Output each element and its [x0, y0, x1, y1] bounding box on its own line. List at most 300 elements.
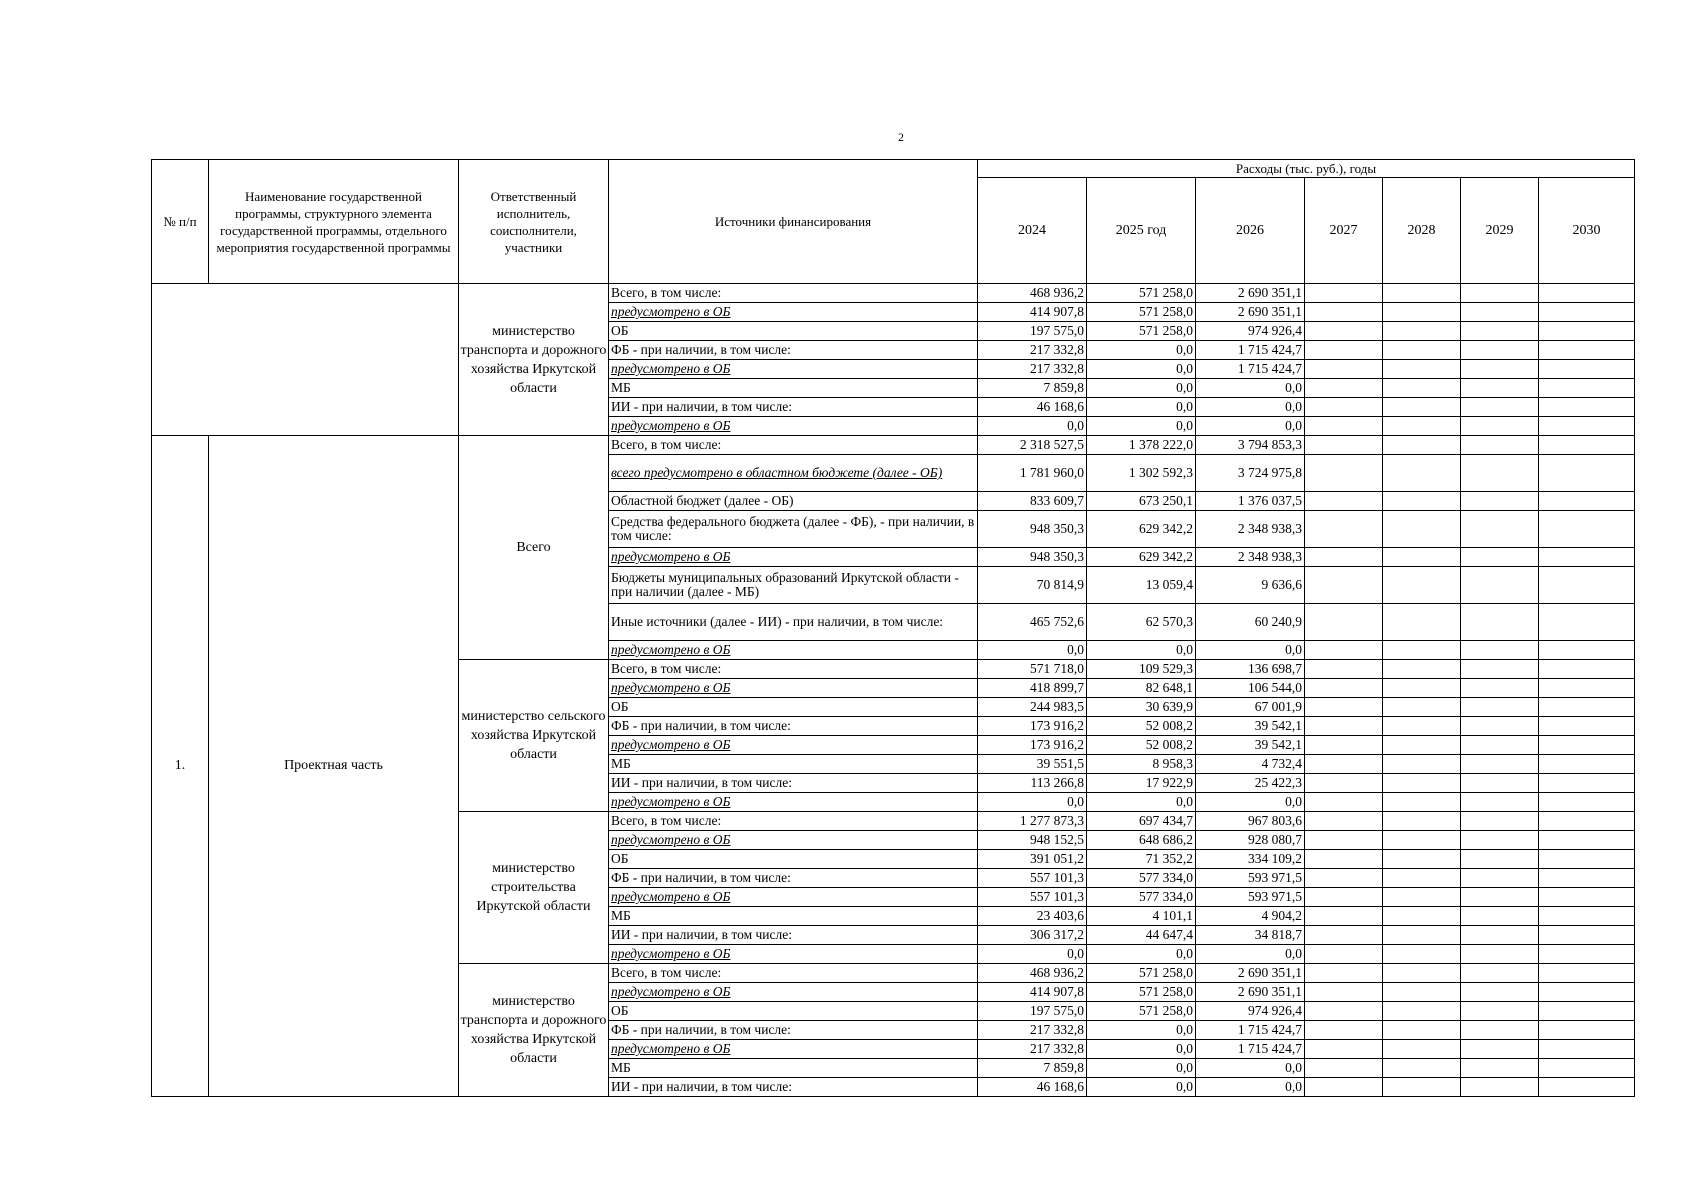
source-label: предусмотрено в ОБ: [609, 736, 978, 755]
amount-cell: [1461, 926, 1539, 945]
source-label: МБ: [609, 755, 978, 774]
amount-cell: [1305, 831, 1383, 850]
amount-cell: [1383, 341, 1461, 360]
amount-cell: 577 334,0: [1087, 888, 1196, 907]
source-label: ИИ - при наличии, в том числе:: [609, 774, 978, 793]
source-label: Всего, в том числе:: [609, 964, 978, 983]
amount-cell: 593 971,5: [1196, 869, 1305, 888]
amount-cell: [1383, 1040, 1461, 1059]
amount-cell: [1461, 1059, 1539, 1078]
amount-cell: 113 266,8: [978, 774, 1087, 793]
amount-cell: [1305, 1040, 1383, 1059]
amount-cell: [1305, 341, 1383, 360]
source-label: предусмотрено в ОБ: [609, 417, 978, 436]
amount-cell: 0,0: [1196, 641, 1305, 660]
amount-cell: 0,0: [978, 945, 1087, 964]
amount-cell: 577 334,0: [1087, 869, 1196, 888]
amount-cell: 217 332,8: [978, 1021, 1087, 1040]
amount-cell: [1461, 983, 1539, 1002]
amount-cell: [1461, 679, 1539, 698]
amount-cell: [1383, 888, 1461, 907]
source-label: предусмотрено в ОБ: [609, 360, 978, 379]
amount-cell: 2 348 938,3: [1196, 511, 1305, 548]
amount-cell: 34 818,7: [1196, 926, 1305, 945]
amount-cell: 0,0: [1196, 1078, 1305, 1097]
amount-cell: [1461, 850, 1539, 869]
amount-cell: 0,0: [1087, 793, 1196, 812]
amount-cell: 697 434,7: [1087, 812, 1196, 831]
amount-cell: [1461, 736, 1539, 755]
amount-cell: [1461, 755, 1539, 774]
amount-cell: 4 904,2: [1196, 907, 1305, 926]
amount-cell: [1383, 436, 1461, 455]
amount-cell: [1539, 869, 1635, 888]
amount-cell: 70 814,9: [978, 567, 1087, 604]
amount-cell: 414 907,8: [978, 303, 1087, 322]
amount-cell: 571 718,0: [978, 660, 1087, 679]
amount-cell: [1383, 379, 1461, 398]
amount-cell: [1539, 567, 1635, 604]
amount-cell: 4 732,4: [1196, 755, 1305, 774]
amount-cell: [1305, 755, 1383, 774]
amount-cell: [1461, 698, 1539, 717]
amount-cell: [1539, 492, 1635, 511]
amount-cell: [1539, 755, 1635, 774]
amount-cell: 46 168,6: [978, 1078, 1087, 1097]
amount-cell: [1383, 869, 1461, 888]
amount-cell: [1539, 831, 1635, 850]
amount-cell: [1461, 869, 1539, 888]
executor-cell: министерство транспорта и дорожного хозяйства Иркутской области: [459, 964, 609, 1097]
amount-cell: [1383, 831, 1461, 850]
amount-cell: [1539, 341, 1635, 360]
amount-cell: 571 258,0: [1087, 303, 1196, 322]
source-label: предусмотрено в ОБ: [609, 945, 978, 964]
amount-cell: 0,0: [1087, 1059, 1196, 1078]
amount-cell: 1 302 592,3: [1087, 455, 1196, 492]
amount-cell: [1383, 604, 1461, 641]
amount-cell: 967 803,6: [1196, 812, 1305, 831]
amount-cell: 0,0: [978, 793, 1087, 812]
amount-cell: [1305, 945, 1383, 964]
executor-cell: министерство сельского хозяйства Иркутской области: [459, 660, 609, 812]
budget-table: [151, 159, 1635, 1097]
amount-cell: 1 277 873,3: [978, 812, 1087, 831]
amount-cell: [1461, 567, 1539, 604]
amount-cell: [1305, 926, 1383, 945]
amount-cell: [1383, 417, 1461, 436]
amount-cell: [1305, 660, 1383, 679]
amount-cell: [1383, 755, 1461, 774]
empty-cell: [152, 284, 459, 436]
amount-cell: 0,0: [1087, 360, 1196, 379]
amount-cell: [1305, 983, 1383, 1002]
amount-cell: [1461, 774, 1539, 793]
amount-cell: 1 715 424,7: [1196, 341, 1305, 360]
amount-cell: 0,0: [1087, 398, 1196, 417]
amount-cell: 414 907,8: [978, 983, 1087, 1002]
source-label: Областной бюджет (далее - ОБ): [609, 492, 978, 511]
amount-cell: [1383, 698, 1461, 717]
section-name: Проектная часть: [209, 436, 459, 1097]
amount-cell: 197 575,0: [978, 322, 1087, 341]
amount-cell: [1383, 793, 1461, 812]
amount-cell: [1539, 1021, 1635, 1040]
source-label: предусмотрено в ОБ: [609, 888, 978, 907]
amount-cell: [1461, 492, 1539, 511]
amount-cell: 2 690 351,1: [1196, 964, 1305, 983]
amount-cell: 1 781 960,0: [978, 455, 1087, 492]
amount-cell: [1383, 284, 1461, 303]
amount-cell: [1461, 436, 1539, 455]
source-label: ФБ - при наличии, в том числе:: [609, 717, 978, 736]
amount-cell: [1539, 1002, 1635, 1021]
amount-cell: [1305, 774, 1383, 793]
amount-cell: 0,0: [978, 417, 1087, 436]
amount-cell: [1305, 679, 1383, 698]
amount-cell: 1 715 424,7: [1196, 1040, 1305, 1059]
header-expenses: Расходы (тыс. руб.), годы: [978, 160, 1635, 178]
amount-cell: [1539, 436, 1635, 455]
source-label: предусмотрено в ОБ: [609, 831, 978, 850]
header-year: 2028: [1383, 178, 1461, 284]
amount-cell: 7 859,8: [978, 1059, 1087, 1078]
source-label: ОБ: [609, 322, 978, 341]
amount-cell: [1461, 717, 1539, 736]
amount-cell: 62 570,3: [1087, 604, 1196, 641]
amount-cell: 468 936,2: [978, 284, 1087, 303]
table-body: [152, 284, 1635, 1097]
amount-cell: [1305, 492, 1383, 511]
amount-cell: [1539, 793, 1635, 812]
amount-cell: [1539, 812, 1635, 831]
amount-cell: 0,0: [1087, 379, 1196, 398]
amount-cell: [1539, 774, 1635, 793]
source-label: МБ: [609, 907, 978, 926]
amount-cell: 571 258,0: [1087, 284, 1196, 303]
source-label: ОБ: [609, 1002, 978, 1021]
amount-cell: [1383, 398, 1461, 417]
amount-cell: [1305, 303, 1383, 322]
amount-cell: 557 101,3: [978, 888, 1087, 907]
amount-cell: [1305, 417, 1383, 436]
amount-cell: [1383, 660, 1461, 679]
amount-cell: [1539, 1078, 1635, 1097]
header-executor: Ответственный исполнитель, соисполнители, участники: [459, 160, 609, 284]
amount-cell: 2 690 351,1: [1196, 303, 1305, 322]
source-label: предусмотрено в ОБ: [609, 679, 978, 698]
source-label: предусмотрено в ОБ: [609, 793, 978, 812]
amount-cell: [1305, 869, 1383, 888]
amount-cell: [1461, 548, 1539, 567]
amount-cell: [1539, 604, 1635, 641]
amount-cell: 1 378 222,0: [1087, 436, 1196, 455]
amount-cell: 7 859,8: [978, 379, 1087, 398]
amount-cell: 571 258,0: [1087, 964, 1196, 983]
amount-cell: [1539, 284, 1635, 303]
amount-cell: [1383, 492, 1461, 511]
amount-cell: [1305, 850, 1383, 869]
amount-cell: 17 922,9: [1087, 774, 1196, 793]
amount-cell: 0,0: [1196, 417, 1305, 436]
source-label: Средства федерального бюджета (далее - ФБ), - при наличии, в том числе:: [609, 511, 978, 548]
amount-cell: [1305, 812, 1383, 831]
amount-cell: [1539, 983, 1635, 1002]
amount-cell: [1383, 945, 1461, 964]
amount-cell: [1383, 736, 1461, 755]
amount-cell: 391 051,2: [978, 850, 1087, 869]
amount-cell: [1383, 964, 1461, 983]
amount-cell: [1305, 717, 1383, 736]
amount-cell: 109 529,3: [1087, 660, 1196, 679]
amount-cell: [1539, 1040, 1635, 1059]
amount-cell: [1539, 1059, 1635, 1078]
amount-cell: 244 983,5: [978, 698, 1087, 717]
source-label: предусмотрено в ОБ: [609, 1040, 978, 1059]
amount-cell: [1305, 1002, 1383, 1021]
amount-cell: 629 342,2: [1087, 548, 1196, 567]
amount-cell: 1 376 037,5: [1196, 492, 1305, 511]
amount-cell: 928 080,7: [1196, 831, 1305, 850]
amount-cell: [1305, 1021, 1383, 1040]
amount-cell: [1539, 641, 1635, 660]
amount-cell: [1539, 511, 1635, 548]
amount-cell: [1539, 945, 1635, 964]
amount-cell: [1383, 1059, 1461, 1078]
amount-cell: [1461, 1078, 1539, 1097]
amount-cell: [1305, 548, 1383, 567]
source-label: предусмотрено в ОБ: [609, 641, 978, 660]
amount-cell: 39 551,5: [978, 755, 1087, 774]
amount-cell: [1461, 945, 1539, 964]
source-label: Иные источники (далее - ИИ) - при наличии, в том числе:: [609, 604, 978, 641]
amount-cell: [1383, 455, 1461, 492]
amount-cell: [1383, 983, 1461, 1002]
source-label: ФБ - при наличии, в том числе:: [609, 869, 978, 888]
amount-cell: 1 715 424,7: [1196, 1021, 1305, 1040]
amount-cell: [1383, 717, 1461, 736]
amount-cell: [1461, 812, 1539, 831]
amount-cell: 217 332,8: [978, 341, 1087, 360]
amount-cell: 0,0: [1087, 945, 1196, 964]
source-label: Всего, в том числе:: [609, 660, 978, 679]
table-header: [152, 160, 1635, 284]
amount-cell: 52 008,2: [1087, 717, 1196, 736]
amount-cell: 82 648,1: [1087, 679, 1196, 698]
amount-cell: 71 352,2: [1087, 850, 1196, 869]
amount-cell: 0,0: [1087, 1040, 1196, 1059]
amount-cell: [1461, 1002, 1539, 1021]
amount-cell: 974 926,4: [1196, 322, 1305, 341]
amount-cell: [1305, 1078, 1383, 1097]
executor-cell: министерство транспорта и дорожного хозяйства Иркутской области: [459, 284, 609, 436]
amount-cell: 648 686,2: [1087, 831, 1196, 850]
source-label: всего предусмотрено в областном бюджете (далее - ОБ): [609, 455, 978, 492]
amount-cell: [1383, 303, 1461, 322]
amount-cell: [1461, 604, 1539, 641]
amount-cell: [1305, 455, 1383, 492]
amount-cell: [1539, 926, 1635, 945]
amount-cell: [1305, 379, 1383, 398]
amount-cell: [1383, 850, 1461, 869]
amount-cell: 3 794 853,3: [1196, 436, 1305, 455]
source-label: Всего, в том числе:: [609, 436, 978, 455]
amount-cell: 60 240,9: [1196, 604, 1305, 641]
amount-cell: [1383, 567, 1461, 604]
amount-cell: [1461, 641, 1539, 660]
table-row: [152, 284, 1635, 303]
amount-cell: 2 348 938,3: [1196, 548, 1305, 567]
amount-cell: 0,0: [1087, 1078, 1196, 1097]
source-label: ОБ: [609, 698, 978, 717]
amount-cell: [1539, 698, 1635, 717]
source-label: ОБ: [609, 850, 978, 869]
amount-cell: 3 724 975,8: [1196, 455, 1305, 492]
amount-cell: 334 109,2: [1196, 850, 1305, 869]
amount-cell: 0,0: [1196, 379, 1305, 398]
amount-cell: [1539, 548, 1635, 567]
amount-cell: [1305, 511, 1383, 548]
amount-cell: 948 350,3: [978, 511, 1087, 548]
source-label: ИИ - при наличии, в том числе:: [609, 398, 978, 417]
amount-cell: [1305, 436, 1383, 455]
amount-cell: 2 690 351,1: [1196, 284, 1305, 303]
amount-cell: 0,0: [1196, 1059, 1305, 1078]
amount-cell: [1539, 398, 1635, 417]
amount-cell: [1383, 774, 1461, 793]
amount-cell: [1461, 1040, 1539, 1059]
source-label: МБ: [609, 1059, 978, 1078]
amount-cell: 948 152,5: [978, 831, 1087, 850]
amount-cell: [1461, 379, 1539, 398]
amount-cell: [1539, 660, 1635, 679]
amount-cell: [1383, 907, 1461, 926]
amount-cell: [1539, 964, 1635, 983]
amount-cell: 673 250,1: [1087, 492, 1196, 511]
amount-cell: 0,0: [978, 641, 1087, 660]
amount-cell: [1539, 736, 1635, 755]
amount-cell: [1539, 679, 1635, 698]
amount-cell: 306 317,2: [978, 926, 1087, 945]
amount-cell: [1305, 641, 1383, 660]
amount-cell: 571 258,0: [1087, 1002, 1196, 1021]
amount-cell: [1539, 303, 1635, 322]
amount-cell: [1383, 1078, 1461, 1097]
amount-cell: [1539, 455, 1635, 492]
amount-cell: [1383, 679, 1461, 698]
amount-cell: [1461, 341, 1539, 360]
amount-cell: 0,0: [1087, 341, 1196, 360]
amount-cell: 46 168,6: [978, 398, 1087, 417]
amount-cell: 136 698,7: [1196, 660, 1305, 679]
amount-cell: [1461, 455, 1539, 492]
amount-cell: [1305, 698, 1383, 717]
amount-cell: [1305, 398, 1383, 417]
header-name: Наименование государственной программы, структурного элемента государственной программы, отдельного мероприятия государственной программы: [209, 160, 459, 284]
source-label: Бюджеты муниципальных образований Иркутской области - при наличии (далее - МБ): [609, 567, 978, 604]
amount-cell: 2 690 351,1: [1196, 983, 1305, 1002]
amount-cell: [1305, 567, 1383, 604]
amount-cell: 13 059,4: [1087, 567, 1196, 604]
amount-cell: [1539, 888, 1635, 907]
amount-cell: 173 916,2: [978, 717, 1087, 736]
amount-cell: 23 403,6: [978, 907, 1087, 926]
amount-cell: 465 752,6: [978, 604, 1087, 641]
source-label: предусмотрено в ОБ: [609, 983, 978, 1002]
source-label: предусмотрено в ОБ: [609, 548, 978, 567]
source-label: ФБ - при наличии, в том числе:: [609, 341, 978, 360]
amount-cell: 418 899,7: [978, 679, 1087, 698]
amount-cell: 197 575,0: [978, 1002, 1087, 1021]
source-label: ИИ - при наличии, в том числе:: [609, 1078, 978, 1097]
header-year: 2024: [978, 178, 1087, 284]
amount-cell: [1539, 907, 1635, 926]
amount-cell: [1461, 1021, 1539, 1040]
amount-cell: [1305, 736, 1383, 755]
amount-cell: [1461, 907, 1539, 926]
source-label: ИИ - при наличии, в том числе:: [609, 926, 978, 945]
amount-cell: 67 001,9: [1196, 698, 1305, 717]
amount-cell: [1539, 850, 1635, 869]
amount-cell: 948 350,3: [978, 548, 1087, 567]
page-number: 2: [898, 130, 904, 144]
amount-cell: 52 008,2: [1087, 736, 1196, 755]
header-sources: Источники финансирования: [609, 160, 978, 284]
amount-cell: [1383, 322, 1461, 341]
amount-cell: [1383, 548, 1461, 567]
source-label: предусмотрено в ОБ: [609, 303, 978, 322]
section-number: 1.: [152, 436, 209, 1097]
amount-cell: [1383, 641, 1461, 660]
amount-cell: [1461, 793, 1539, 812]
amount-cell: 173 916,2: [978, 736, 1087, 755]
amount-cell: [1461, 303, 1539, 322]
table-row: [152, 436, 1635, 455]
amount-cell: 106 544,0: [1196, 679, 1305, 698]
amount-cell: [1539, 360, 1635, 379]
header-year: 2027: [1305, 178, 1383, 284]
source-label: Всего, в том числе:: [609, 284, 978, 303]
amount-cell: [1305, 1059, 1383, 1078]
amount-cell: [1539, 417, 1635, 436]
header-year: 2029: [1461, 178, 1539, 284]
amount-cell: [1461, 831, 1539, 850]
amount-cell: [1461, 888, 1539, 907]
amount-cell: 593 971,5: [1196, 888, 1305, 907]
amount-cell: [1305, 322, 1383, 341]
amount-cell: 25 422,3: [1196, 774, 1305, 793]
amount-cell: [1461, 322, 1539, 341]
header-year: 2026: [1196, 178, 1305, 284]
amount-cell: [1383, 360, 1461, 379]
amount-cell: [1305, 604, 1383, 641]
amount-cell: 1 715 424,7: [1196, 360, 1305, 379]
amount-cell: [1383, 812, 1461, 831]
amount-cell: 30 639,9: [1087, 698, 1196, 717]
executor-cell: министерство строительства Иркутской области: [459, 812, 609, 964]
amount-cell: 557 101,3: [978, 869, 1087, 888]
amount-cell: [1383, 1002, 1461, 1021]
amount-cell: 217 332,8: [978, 1040, 1087, 1059]
amount-cell: 833 609,7: [978, 492, 1087, 511]
amount-cell: 44 647,4: [1087, 926, 1196, 945]
header-year: 2025 год: [1087, 178, 1196, 284]
amount-cell: 974 926,4: [1196, 1002, 1305, 1021]
amount-cell: [1383, 1021, 1461, 1040]
amount-cell: 2 318 527,5: [978, 436, 1087, 455]
source-label: ФБ - при наличии, в том числе:: [609, 1021, 978, 1040]
amount-cell: 4 101,1: [1087, 907, 1196, 926]
